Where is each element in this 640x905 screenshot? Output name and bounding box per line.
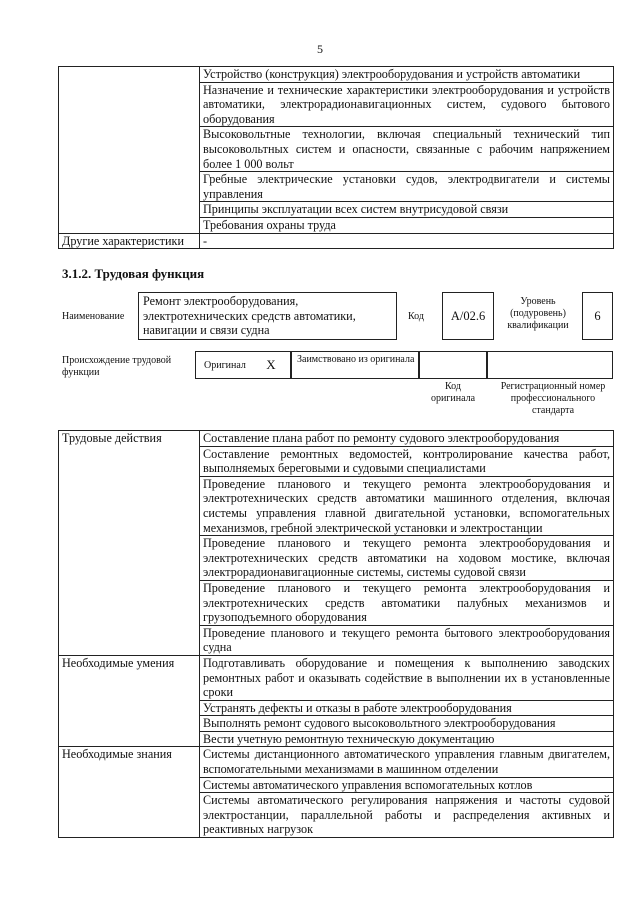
- list-item: Выполнять ремонт судового высоковольтного электрооборудования: [200, 716, 614, 732]
- other-characteristics-label: Другие характеристики: [59, 233, 200, 249]
- list-item: Проведение планового и текущего ремонта электрооборудования и электротехнических средств автоматики на ходовом мостике, включая электрорадионавигационные системы, системы судовой связи: [200, 536, 614, 581]
- borrowed-label: Заимствовано из оригинала: [297, 354, 415, 365]
- original-mark: X: [252, 351, 291, 379]
- registration-caption: Регистрационный номер профессионального стандарта: [500, 381, 606, 416]
- list-item: Проведение планового и текущего ремонта электрооборудования и электротехнических средств автоматики палубных механизмов и грузоподъемного оборудования: [200, 580, 614, 625]
- group-label: Необходимые знания: [59, 747, 200, 838]
- original-code-cell: [419, 351, 487, 379]
- name-label: Наименование: [62, 311, 125, 322]
- list-item: Устранять дефекты и отказы в работе электрооборудования: [200, 700, 614, 716]
- borrowed-cell: [291, 351, 419, 379]
- function-name: Ремонт электрооборудования, электротехнических средств автоматики, навигации и связи судна: [138, 292, 397, 340]
- table-row: [59, 655, 614, 700]
- knowledge-item: Гребные электрические установки судов, электродвигатели и системы управления: [200, 172, 614, 202]
- function-code: А/02.6: [442, 292, 494, 340]
- original-cell: [195, 351, 252, 379]
- code-caption: Код оригинала: [430, 381, 476, 404]
- characteristics-table: [58, 66, 614, 249]
- knowledge-item: Высоковольтные технологии, включая специальный технический тип высоковольтных систем и опасности, связанные с рабочим напряжением более 1 000 вольт: [200, 127, 614, 172]
- level-label: Уровень (подуровень) квалификации: [507, 296, 569, 331]
- list-item: Проведение планового и текущего ремонта электрооборудования и электротехнических средств автоматики машинного отделения, включая системы управления главной двигательной установки, вспомогательных механизмов, гребной электрической установки и электростанции: [200, 476, 614, 535]
- code-label: Код: [408, 311, 424, 322]
- qualification-level: 6: [582, 292, 613, 340]
- other-characteristics-value: -: [200, 233, 614, 249]
- list-item: Системы дистанционного автоматического управления главным двигателем, вспомогательными механизмами в машинном отделении: [200, 747, 614, 777]
- list-item: Вести учетную ремонтную техническую документацию: [200, 731, 614, 747]
- knowledge-item: Требования охраны труда: [200, 217, 614, 233]
- section-title: 3.1.2. Трудовая функция: [62, 266, 205, 281]
- table-row: [59, 747, 614, 777]
- original-label: Оригинал: [204, 360, 246, 371]
- origin-row: [195, 351, 613, 379]
- list-item: Составление ремонтных ведомостей, контролирование качества работ, выполняемых береговыми и судовыми специалистами: [200, 446, 614, 476]
- group-label: Трудовые действия: [59, 431, 200, 656]
- list-item: Проведение планового и текущего ремонта бытового электрооборудования судна: [200, 625, 614, 655]
- registration-number-cell: [487, 351, 613, 379]
- list-item: Системы автоматического регулирования напряжения и частоты судовой электростанции, параллельной работы и распределения активных и реактивных нагрузок: [200, 793, 614, 838]
- knowledge-item: Устройство (конструкция) электрооборудования и устройств автоматики: [200, 67, 614, 83]
- list-item: Подготавливать оборудование и помещения к выполнению заводских ремонтных работ и оказывать содействие в выполнении их в установленные сроки: [200, 655, 614, 700]
- knowledge-item: Назначение и технические характеристики электрооборудования и устройств автоматики, электрорадионавигационных систем, судового бытового оборудования: [200, 82, 614, 127]
- page-number: 5: [317, 42, 323, 56]
- group-label: Необходимые умения: [59, 655, 200, 747]
- knowledge-item: Принципы эксплуатации всех систем внутрисудовой связи: [200, 202, 614, 218]
- origin-label: Происхождение трудовой функции: [62, 355, 172, 378]
- list-item: Системы автоматического управления вспомогательных котлов: [200, 777, 614, 793]
- list-item: Составление плана работ по ремонту судового электрооборудования: [200, 431, 614, 447]
- table-row: [59, 431, 614, 447]
- table-row: [59, 233, 614, 249]
- empty-label-cell: [59, 67, 200, 234]
- labor-function-table: [58, 430, 614, 838]
- table-row: [59, 67, 614, 83]
